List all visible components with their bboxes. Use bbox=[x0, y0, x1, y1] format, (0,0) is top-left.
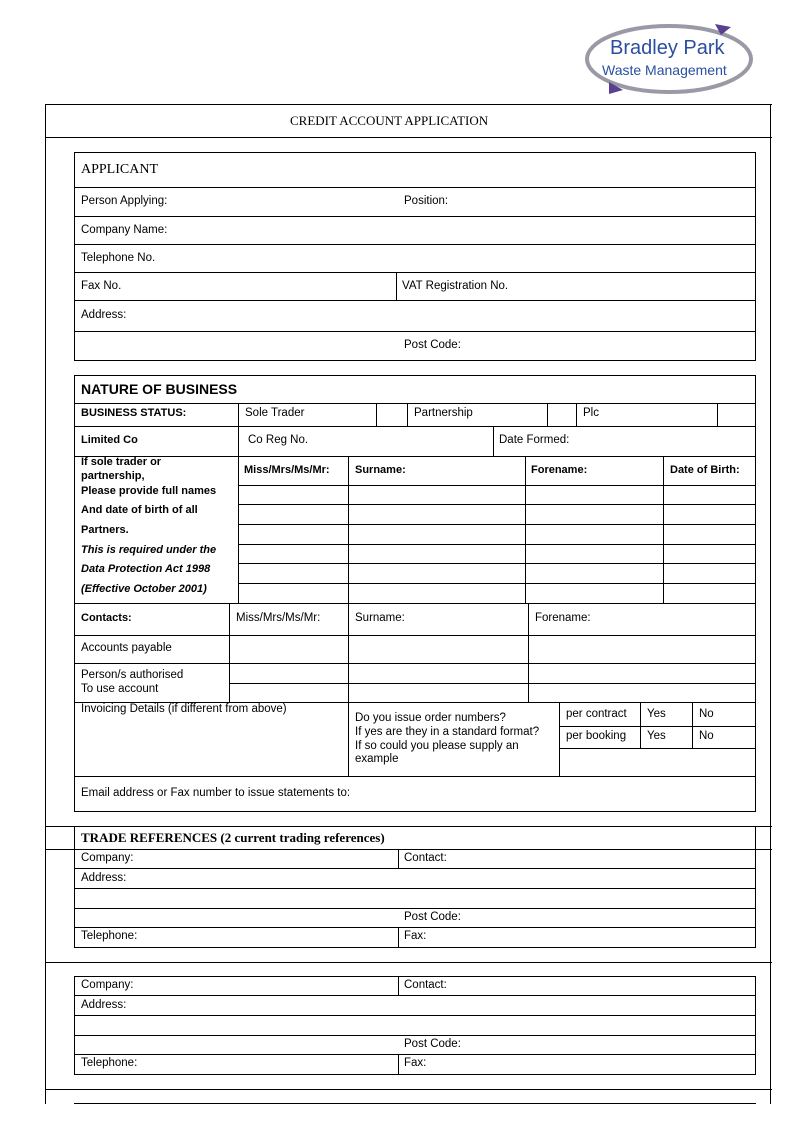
ref2-post-code-field[interactable] bbox=[470, 1036, 755, 1054]
contact-col-forename: Forename: bbox=[535, 612, 591, 624]
position-field[interactable] bbox=[455, 188, 755, 215]
invoicing-label: Invoicing Details (if different from above) bbox=[81, 703, 287, 715]
partner-col-forename: Forename: bbox=[531, 464, 588, 476]
partners-note-1: If sole trader or bbox=[81, 456, 162, 468]
partners-note-2: partnership, bbox=[81, 470, 145, 482]
partner-col-surname: Surname: bbox=[355, 464, 406, 476]
ref2-telephone-field[interactable] bbox=[145, 1055, 397, 1074]
partnership-checkbox[interactable] bbox=[548, 404, 576, 426]
ref1-contact-field[interactable] bbox=[455, 850, 755, 868]
ref1-telephone-field[interactable] bbox=[145, 928, 397, 947]
ref1-address-label: Address: bbox=[81, 872, 127, 884]
partner-row-3[interactable] bbox=[239, 525, 755, 544]
ref2-company-field[interactable] bbox=[140, 977, 397, 995]
business-heading: NATURE OF BUSINESS bbox=[81, 381, 238, 397]
order-question-1: Do you issue order numbers? bbox=[355, 712, 506, 724]
order-example-field[interactable] bbox=[560, 749, 755, 776]
email-statements-field[interactable] bbox=[365, 777, 755, 811]
date-formed-field[interactable] bbox=[575, 427, 755, 455]
telephone-field[interactable] bbox=[180, 245, 755, 271]
ref1-telephone-label: Telephone: bbox=[81, 930, 138, 942]
partner-row-5[interactable] bbox=[239, 564, 755, 583]
position-label: Position: bbox=[404, 195, 449, 207]
data-protection-note-3: (Effective October 2001) bbox=[81, 583, 207, 595]
contacts-label: Contacts: bbox=[81, 612, 132, 624]
company-name-label: Company Name: bbox=[81, 224, 168, 236]
per-contract-label: per contract bbox=[566, 708, 627, 720]
logo-line2: Waste Management bbox=[602, 62, 727, 78]
data-protection-note-1: This is required under the bbox=[81, 544, 217, 556]
accounts-payable-label: Accounts payable bbox=[81, 642, 172, 654]
ref1-fax-label: Fax: bbox=[404, 930, 427, 942]
vat-field[interactable] bbox=[520, 273, 755, 299]
ref1-company-label: Company: bbox=[81, 852, 134, 864]
logo-swoosh-icon bbox=[583, 20, 758, 98]
ref2-company-label: Company: bbox=[81, 979, 134, 991]
ref2-fax-field[interactable] bbox=[430, 1055, 755, 1074]
post-code-label: Post Code: bbox=[404, 339, 461, 351]
fax-field[interactable] bbox=[130, 273, 395, 299]
order-question-2: If yes are they in a standard format? bbox=[355, 726, 540, 738]
ref1-contact-label: Contact: bbox=[404, 852, 447, 864]
form-title: CREDIT ACCOUNT APPLICATION bbox=[290, 113, 489, 128]
ref1-fax-field[interactable] bbox=[430, 928, 755, 947]
per-contract-no[interactable]: No bbox=[699, 708, 714, 720]
invoicing-field[interactable] bbox=[75, 718, 347, 775]
logo-line1: Bradley Park bbox=[610, 37, 725, 59]
contact-col-title: Miss/Mrs/Ms/Mr: bbox=[236, 612, 321, 624]
partners-note-5: Partners. bbox=[81, 524, 129, 536]
authorised-label-2: To use account bbox=[81, 683, 159, 695]
company-name-field[interactable] bbox=[180, 217, 755, 243]
co-reg-no-field[interactable] bbox=[315, 427, 492, 455]
ref1-address-field[interactable] bbox=[130, 869, 755, 907]
per-booking-no[interactable]: No bbox=[699, 730, 714, 742]
date-formed-label: Date Formed: bbox=[499, 434, 570, 446]
per-contract-yes[interactable]: Yes bbox=[647, 708, 666, 720]
trade-references-heading: TRADE REFERENCES (2 current trading references) bbox=[81, 830, 385, 845]
email-statements-label: Email address or Fax number to issue statements to: bbox=[81, 787, 351, 799]
ref2-contact-field[interactable] bbox=[455, 977, 755, 995]
partner-col-dob: Date of Birth: bbox=[670, 464, 740, 476]
business-status-label: BUSINESS STATUS: bbox=[81, 407, 187, 419]
partners-note-4: And date of birth of all bbox=[81, 504, 198, 516]
partner-row-4[interactable] bbox=[239, 545, 755, 563]
authorised-row-2[interactable] bbox=[230, 684, 755, 702]
telephone-label: Telephone No. bbox=[81, 252, 156, 264]
ref2-contact-label: Contact: bbox=[404, 979, 447, 991]
accounts-payable-row[interactable] bbox=[230, 636, 755, 663]
ref1-post-code-field[interactable] bbox=[470, 909, 755, 927]
sole-trader-label: Sole Trader bbox=[245, 407, 305, 419]
vat-label: VAT Registration No. bbox=[402, 280, 509, 292]
ref2-fax-label: Fax: bbox=[404, 1057, 427, 1069]
sole-trader-checkbox[interactable] bbox=[377, 404, 407, 426]
limited-co-label: Limited Co bbox=[81, 434, 138, 446]
data-protection-note-2: Data Protection Act 1998 bbox=[81, 563, 211, 575]
authorised-label-1: Person/s authorised bbox=[81, 669, 184, 681]
partner-row-2[interactable] bbox=[239, 505, 755, 524]
ref1-company-field[interactable] bbox=[140, 850, 397, 868]
applicant-heading: APPLICANT bbox=[81, 162, 159, 177]
order-question-4: example bbox=[355, 753, 399, 765]
plc-checkbox[interactable] bbox=[718, 404, 755, 426]
plc-label: Plc bbox=[583, 407, 599, 419]
contact-col-surname: Surname: bbox=[355, 612, 405, 624]
ref1-post-code-label: Post Code: bbox=[404, 911, 461, 923]
partner-row-6[interactable] bbox=[239, 584, 755, 603]
partner-col-title: Miss/Mrs/Ms/Mr: bbox=[244, 464, 330, 476]
co-reg-no-label: Co Reg No. bbox=[248, 434, 309, 446]
partnership-label: Partnership bbox=[414, 407, 473, 419]
ref2-address-field[interactable] bbox=[130, 996, 755, 1034]
per-booking-label: per booking bbox=[566, 730, 627, 742]
address-label: Address: bbox=[81, 309, 127, 321]
fax-label: Fax No. bbox=[81, 280, 122, 292]
person-applying-field[interactable] bbox=[180, 188, 395, 215]
ref2-post-code-label: Post Code: bbox=[404, 1038, 461, 1050]
company-logo bbox=[583, 20, 758, 98]
order-question-3: If so could you please supply an bbox=[355, 740, 519, 752]
person-applying-label: Person Applying: bbox=[81, 195, 168, 207]
ref2-telephone-label: Telephone: bbox=[81, 1057, 138, 1069]
partners-note-3: Please provide full names bbox=[81, 485, 217, 497]
partner-row-1[interactable] bbox=[239, 486, 755, 504]
ref2-address-label: Address: bbox=[81, 999, 127, 1011]
per-booking-yes[interactable]: Yes bbox=[647, 730, 666, 742]
authorised-row-1[interactable] bbox=[230, 664, 755, 683]
post-code-field[interactable] bbox=[470, 332, 755, 360]
